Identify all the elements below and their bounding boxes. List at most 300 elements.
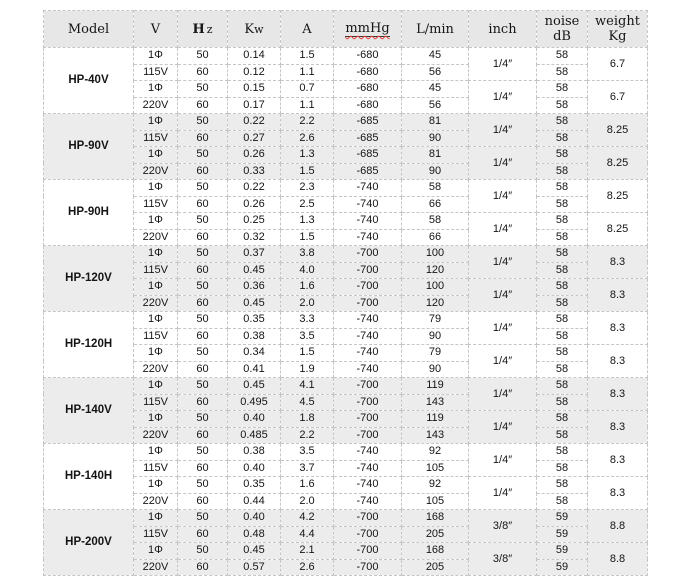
noise-cell: 58 [537,427,588,444]
a-cell: 4.1 [281,378,334,395]
table-row [44,279,648,296]
table-row [44,213,648,230]
a-cell: 2.6 [281,130,334,147]
lmin-cell: 45 [402,81,469,98]
hz-cell: 50 [178,114,228,131]
v-cell: 220V [134,361,178,378]
table-row [44,48,648,65]
header-noise [537,11,588,48]
kw-cell: 0.40 [228,411,281,428]
v-cell: 115V [134,526,178,543]
header-noise-line1: noise [544,14,580,29]
hz-cell: 50 [178,378,228,395]
mmhg-cell: -740 [334,460,402,477]
noise-cell: 58 [537,81,588,98]
mmhg-cell: -740 [334,444,402,461]
a-cell: 1.6 [281,477,334,494]
weight-cell: 8.3 [588,246,648,279]
weight-cell: 8.3 [588,345,648,378]
lmin-cell: 119 [402,411,469,428]
inch-cell: 1/4″ [469,147,537,180]
lmin-cell: 66 [402,196,469,213]
mmhg-cell: -700 [334,279,402,296]
hz-cell: 50 [178,147,228,164]
a-cell: 2.5 [281,196,334,213]
noise-cell: 58 [537,147,588,164]
mmhg-cell: -700 [334,543,402,560]
noise-cell: 58 [537,345,588,362]
v-cell: 220V [134,559,178,576]
mmhg-cell: -740 [334,477,402,494]
hz-cell: 60 [178,229,228,246]
lmin-cell: 119 [402,378,469,395]
mmhg-cell: -740 [334,229,402,246]
header-hz-main: H [192,21,207,37]
kw-cell: 0.40 [228,510,281,527]
inch-cell: 1/4″ [469,444,537,477]
table-row [44,130,648,147]
hz-cell: 50 [178,279,228,296]
noise-cell: 59 [537,510,588,527]
model-cell: HP-120H [44,312,134,378]
a-cell: 3.3 [281,312,334,329]
kw-cell: 0.44 [228,493,281,510]
noise-cell: 58 [537,163,588,180]
mmhg-cell: -700 [334,262,402,279]
lmin-cell: 92 [402,444,469,461]
weight-cell: 8.25 [588,114,648,147]
inch-cell: 1/4″ [469,477,537,510]
hz-cell: 50 [178,180,228,197]
a-cell: 4.0 [281,262,334,279]
spec-table-header [44,11,648,48]
hz-cell: 50 [178,444,228,461]
weight-cell: 6.7 [588,48,648,81]
noise-cell: 58 [537,493,588,510]
lmin-cell: 143 [402,427,469,444]
table-row [44,559,648,576]
spec-table [43,10,648,576]
lmin-cell: 168 [402,510,469,527]
table-row [44,97,648,114]
inch-cell: 1/4″ [469,114,537,147]
a-cell: 1.5 [281,48,334,65]
kw-cell: 0.57 [228,559,281,576]
weight-cell: 8.25 [588,180,648,213]
table-row [44,361,648,378]
header-hz-sub: z [206,22,213,36]
header-weight-line2: Kg [608,29,627,44]
mmhg-cell: -680 [334,81,402,98]
mmhg-cell: -685 [334,130,402,147]
weight-cell: 8.25 [588,147,648,180]
header-hz [178,11,228,48]
a-cell: 3.7 [281,460,334,477]
a-cell: 1.3 [281,147,334,164]
lmin-cell: 205 [402,559,469,576]
a-cell: 4.4 [281,526,334,543]
inch-cell: 1/4″ [469,246,537,279]
kw-cell: 0.45 [228,262,281,279]
hz-cell: 50 [178,543,228,560]
v-cell: 220V [134,493,178,510]
header-model-label: Model [67,21,110,37]
hz-cell: 60 [178,493,228,510]
table-row [44,246,648,263]
noise-cell: 58 [537,295,588,312]
noise-cell: 58 [537,213,588,230]
hz-cell: 60 [178,559,228,576]
a-cell: 2.0 [281,493,334,510]
mmhg-cell: -700 [334,411,402,428]
v-cell: 220V [134,97,178,114]
table-row [44,378,648,395]
lmin-cell: 100 [402,246,469,263]
a-cell: 1.1 [281,97,334,114]
noise-cell: 58 [537,328,588,345]
header-voltage-label: V [150,21,161,37]
v-cell: 1Φ [134,477,178,494]
v-cell: 1Φ [134,147,178,164]
table-row [44,229,648,246]
noise-cell: 58 [537,460,588,477]
lmin-cell: 81 [402,114,469,131]
header-lmin-label: L/min [416,21,454,37]
hz-cell: 50 [178,246,228,263]
a-cell: 1.9 [281,361,334,378]
weight-cell: 6.7 [588,81,648,114]
hz-cell: 60 [178,526,228,543]
mmhg-cell: -700 [334,394,402,411]
a-cell: 2.6 [281,559,334,576]
mmhg-cell: -685 [334,147,402,164]
mmhg-cell: -740 [334,213,402,230]
hz-cell: 60 [178,64,228,81]
lmin-cell: 56 [402,64,469,81]
lmin-cell: 90 [402,163,469,180]
header-amps [281,11,334,48]
noise-cell: 58 [537,444,588,461]
table-row [44,543,648,560]
table-row [44,114,648,131]
kw-cell: 0.15 [228,81,281,98]
noise-cell: 58 [537,312,588,329]
table-row [44,262,648,279]
table-row [44,147,648,164]
kw-cell: 0.48 [228,526,281,543]
header-kw [228,11,281,48]
header-inch-label: inch [488,21,517,37]
table-row [44,460,648,477]
a-cell: 3.8 [281,246,334,263]
table-row [44,196,648,213]
lmin-cell: 56 [402,97,469,114]
table-row [44,427,648,444]
kw-cell: 0.12 [228,64,281,81]
table-row [44,493,648,510]
header-voltage [134,11,178,48]
lmin-cell: 168 [402,543,469,560]
kw-cell: 0.26 [228,196,281,213]
mmhg-cell: -740 [334,361,402,378]
lmin-cell: 105 [402,493,469,510]
table-row [44,510,648,527]
v-cell: 115V [134,460,178,477]
kw-cell: 0.22 [228,114,281,131]
kw-cell: 0.45 [228,378,281,395]
table-row [44,394,648,411]
hz-cell: 50 [178,411,228,428]
a-cell: 1.5 [281,345,334,362]
kw-cell: 0.22 [228,180,281,197]
v-cell: 220V [134,427,178,444]
model-cell: HP-140H [44,444,134,510]
header-noise-line2: dB [553,29,571,44]
kw-cell: 0.35 [228,477,281,494]
hz-cell: 60 [178,328,228,345]
hz-cell: 60 [178,196,228,213]
kw-cell: 0.485 [228,427,281,444]
kw-cell: 0.45 [228,543,281,560]
inch-cell: 1/4″ [469,312,537,345]
hz-cell: 60 [178,361,228,378]
hz-cell: 60 [178,427,228,444]
lmin-cell: 92 [402,477,469,494]
model-cell: HP-40V [44,48,134,114]
v-cell: 1Φ [134,81,178,98]
weight-cell: 8.3 [588,444,648,477]
v-cell: 1Φ [134,48,178,65]
header-model [44,11,134,48]
table-row [44,180,648,197]
table-row [44,328,648,345]
kw-cell: 0.14 [228,48,281,65]
mmhg-cell: -740 [334,345,402,362]
spec-table-container [43,10,648,576]
noise-cell: 58 [537,130,588,147]
v-cell: 115V [134,394,178,411]
v-cell: 115V [134,262,178,279]
lmin-cell: 143 [402,394,469,411]
table-row [44,81,648,98]
lmin-cell: 90 [402,361,469,378]
hz-cell: 60 [178,97,228,114]
inch-cell: 3/8″ [469,510,537,543]
mmhg-cell: -700 [334,559,402,576]
v-cell: 1Φ [134,378,178,395]
noise-cell: 58 [537,477,588,494]
mmhg-cell: -700 [334,510,402,527]
model-cell: HP-120V [44,246,134,312]
mmhg-cell: -680 [334,64,402,81]
a-cell: 2.1 [281,543,334,560]
hz-cell: 60 [178,394,228,411]
inch-cell: 1/4″ [469,81,537,114]
a-cell: 1.3 [281,213,334,230]
mmhg-cell: -740 [334,328,402,345]
inch-cell: 1/4″ [469,213,537,246]
noise-cell: 58 [537,114,588,131]
mmhg-cell: -740 [334,493,402,510]
noise-cell: 58 [537,279,588,296]
v-cell: 1Φ [134,543,178,560]
kw-cell: 0.38 [228,444,281,461]
noise-cell: 59 [537,526,588,543]
a-cell: 1.5 [281,163,334,180]
a-cell: 2.2 [281,427,334,444]
hz-cell: 50 [178,312,228,329]
lmin-cell: 45 [402,48,469,65]
v-cell: 1Φ [134,312,178,329]
model-cell: HP-90H [44,180,134,246]
v-cell: 115V [134,328,178,345]
kw-cell: 0.34 [228,345,281,362]
table-row [44,64,648,81]
a-cell: 1.8 [281,411,334,428]
v-cell: 220V [134,229,178,246]
inch-cell: 1/4″ [469,279,537,312]
header-weight [588,11,648,48]
hz-cell: 50 [178,213,228,230]
a-cell: 2.0 [281,295,334,312]
v-cell: 1Φ [134,444,178,461]
kw-cell: 0.32 [228,229,281,246]
lmin-cell: 81 [402,147,469,164]
model-cell: HP-90V [44,114,134,180]
header-mmhg-underline [345,22,389,37]
hz-cell: 60 [178,460,228,477]
kw-cell: 0.17 [228,97,281,114]
noise-cell: 58 [537,97,588,114]
inch-cell: 1/4″ [469,411,537,444]
model-cell: HP-140V [44,378,134,444]
kw-cell: 0.495 [228,394,281,411]
noise-cell: 58 [537,180,588,197]
lmin-cell: 90 [402,130,469,147]
weight-cell: 8.3 [588,279,648,312]
header-kw-sub: w [254,22,264,36]
v-cell: 1Φ [134,279,178,296]
inch-cell: 1/4″ [469,180,537,213]
kw-cell: 0.37 [228,246,281,263]
lmin-cell: 105 [402,460,469,477]
noise-cell: 58 [537,361,588,378]
kw-cell: 0.36 [228,279,281,296]
header-mmhg-label: mmHg [345,21,390,36]
hz-cell: 50 [178,48,228,65]
a-cell: 4.5 [281,394,334,411]
mmhg-cell: -700 [334,246,402,263]
mmhg-cell: -680 [334,97,402,114]
noise-cell: 59 [537,559,588,576]
kw-cell: 0.40 [228,460,281,477]
mmhg-cell: -685 [334,163,402,180]
a-cell: 3.5 [281,444,334,461]
v-cell: 220V [134,163,178,180]
weight-cell: 8.8 [588,510,648,543]
hz-cell: 50 [178,510,228,527]
header-weight-line1: weight [595,14,640,29]
spec-table-body [44,48,648,576]
header-amps-label: A [302,21,312,37]
hz-cell: 60 [178,163,228,180]
header-kw-main: K [244,21,255,37]
a-cell: 2.3 [281,180,334,197]
hz-cell: 60 [178,130,228,147]
hz-cell: 60 [178,295,228,312]
mmhg-cell: -740 [334,196,402,213]
table-row [44,345,648,362]
lmin-cell: 90 [402,328,469,345]
a-cell: 3.5 [281,328,334,345]
a-cell: 4.2 [281,510,334,527]
lmin-cell: 79 [402,312,469,329]
mmhg-cell: -700 [334,526,402,543]
v-cell: 1Φ [134,114,178,131]
noise-cell: 58 [537,48,588,65]
v-cell: 115V [134,130,178,147]
noise-cell: 58 [537,64,588,81]
v-cell: 1Φ [134,345,178,362]
kw-cell: 0.41 [228,361,281,378]
a-cell: 0.7 [281,81,334,98]
v-cell: 1Φ [134,246,178,263]
hz-cell: 50 [178,81,228,98]
hz-cell: 50 [178,477,228,494]
v-cell: 1Φ [134,510,178,527]
weight-cell: 8.8 [588,543,648,576]
inch-cell: 1/4″ [469,345,537,378]
v-cell: 1Φ [134,180,178,197]
lmin-cell: 100 [402,279,469,296]
table-row [44,295,648,312]
table-row [44,411,648,428]
lmin-cell: 79 [402,345,469,362]
header-lmin [402,11,469,48]
table-row [44,163,648,180]
hz-cell: 60 [178,262,228,279]
lmin-cell: 205 [402,526,469,543]
table-row [44,526,648,543]
noise-cell: 58 [537,411,588,428]
table-row [44,477,648,494]
lmin-cell: 66 [402,229,469,246]
a-cell: 1.5 [281,229,334,246]
mmhg-cell: -740 [334,312,402,329]
inch-cell: 1/4″ [469,378,537,411]
kw-cell: 0.45 [228,295,281,312]
a-cell: 1.6 [281,279,334,296]
mmhg-cell: -700 [334,427,402,444]
lmin-cell: 120 [402,295,469,312]
header-inch [469,11,537,48]
weight-cell: 8.25 [588,213,648,246]
header-row [44,11,648,48]
v-cell: 1Φ [134,213,178,230]
v-cell: 220V [134,295,178,312]
noise-cell: 58 [537,246,588,263]
hz-cell: 50 [178,345,228,362]
mmhg-cell: -700 [334,378,402,395]
inch-cell: 3/8″ [469,543,537,576]
kw-cell: 0.26 [228,147,281,164]
weight-cell: 8.3 [588,378,648,411]
noise-cell: 59 [537,543,588,560]
noise-cell: 58 [537,262,588,279]
v-cell: 1Φ [134,411,178,428]
weight-cell: 8.3 [588,312,648,345]
mmhg-cell: -740 [334,180,402,197]
